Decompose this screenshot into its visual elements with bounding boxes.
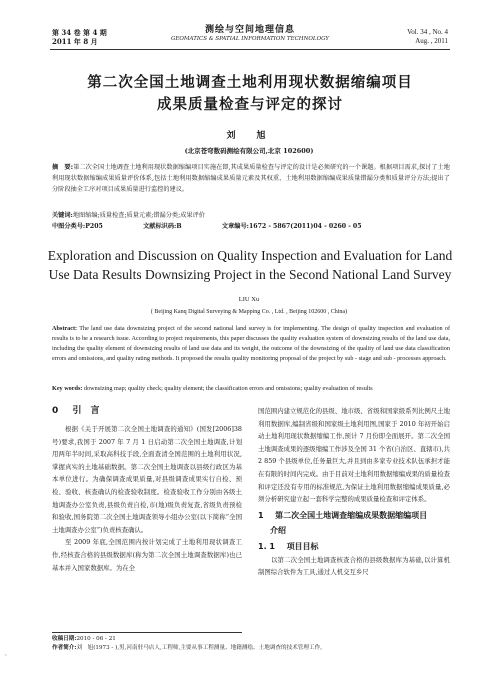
- footnote: [52, 635, 450, 653]
- section-1-number: 1: [258, 510, 264, 520]
- author-bio-label: 作者简介:: [52, 645, 77, 651]
- keywords-cn-label: 关键词:: [52, 212, 73, 219]
- author-bio: [52, 644, 450, 653]
- intro-paragraph-1: 根据《关于开展第二次全国土地调查的通知》(国发[2006]38 号)要求,我国于 2007 年 7 月 1 日启动第二次全国土地调查,计划用两年半时间,采取高科技手段,全面查清全国范围的土地利用状况,掌握真实的土地基础数据。第二次全国土地调查以县级行政区为基本单位进行。为确保调查成果质量,对县级调查成果实行自检、预检、验收、核查确认的检查验收制度。检查验收工作分别由各级土地调查办公室负责,县级负责自检,市(地)级负责复查,省级负责预检和验收,国务院第二次全国土地调查领导小组办公室(以下简称“全国土地调查办公室”)负责核查确认。: [52, 425, 242, 534]
- abstract-cn-text: 第二次全国土地调查土地利用现状数据缩编项目实施在即,其成果质量检查与评定的设计是必须研究的一个课题。根据项目需求,探讨了土地利用现状数据缩编成果质量评价体系,包括土地利用数据缩编成果质量元素及其权重、土地利用数据缩编成果质量错漏分类和质量评分方法;提出了分阶段抽全工序对项目成果质量进行监控的建议。: [52, 164, 450, 193]
- keywords-en-text: downsizing map; quality check; quality element; the classification errors and omissions; quality evaluation of results: [83, 385, 373, 392]
- issue-number: 第 34 卷 第 4 期: [52, 28, 107, 37]
- doc-code-label: 文献标识码:: [143, 223, 177, 230]
- journal-name-cn: 测绘与空间地理信息: [204, 25, 295, 35]
- section-0-title: 引 言: [72, 406, 100, 416]
- issue-date: 2011 年 8 月: [52, 37, 98, 46]
- right-column-body-2: [258, 554, 450, 579]
- abstract-cn: [52, 162, 450, 195]
- title-cn-line1: 第二次全国土地调查土地利用现状数据缩编项目: [87, 75, 413, 91]
- title-en-line1: Exploration and Discussion on Quality Inspection and Evaluation for Land: [47, 248, 453, 263]
- title-cn-line2: 成果质量检查与评定的探讨: [157, 97, 343, 113]
- footnote-rule: [52, 632, 242, 633]
- article-number-value: 1672 - 5867(2011)04 - 0260 - 05: [248, 223, 362, 230]
- author-bio-text: 刘 旭(1973 - ),男,河南驻马店人,工程师,主要从事工程测量、地籍测绘、土地调查的技术管理工作。: [76, 645, 326, 651]
- author-cn: 刘 旭: [226, 131, 272, 141]
- volume-info: [407, 28, 448, 46]
- section-0-number: 0: [52, 406, 59, 416]
- article-number-label: 文章编号:: [221, 223, 249, 230]
- section-1-1-heading: [258, 540, 450, 554]
- classification-cn: [52, 222, 450, 232]
- project-goal-paragraph: 以第二次全国土地调查核查合格的县级数据库为基础,以计算机制图综合软件为工具,通过人机交互乡尺: [258, 555, 450, 577]
- affiliation-en: ( Beijing Kanq Digital Surveying & Mapping Co. , Ltd. , Beijing 102600 , China): [150, 309, 348, 315]
- right-column: [258, 405, 450, 579]
- section-0-heading: [52, 401, 242, 421]
- paper-title-cn: [40, 72, 460, 116]
- keywords-en-label: Key words:: [52, 385, 83, 392]
- abstract-en-text: The land use data downsizing project of the second national land survey is for implementing. The design of quality inspection and evaluation of results is to be a research issue. According to project requirements, this paper discusses the quality evaluation system of downsizing results of the land use data, including the quality element of downsizing results of land use data and its weight, the outcome of the downsizing of the quality of land use data classification errors and omissions, and quality rating methods. It proposed the results quality monitoring proposal of the project by sub - stage and sub - processes approach.: [52, 325, 451, 362]
- right-column-body: [258, 405, 450, 506]
- received-label: 收稿日期:: [52, 636, 77, 642]
- scan-mark-icon: ◦: [4, 652, 8, 659]
- journal-name-en: GEOMATICS & SPATIAL INFORMATION TECHNOLOGY: [170, 36, 330, 42]
- title-en-line2: Use Data Results Downsizing Project in the Second National Land Survey: [48, 267, 452, 282]
- section-1-1-number: 1. 1: [258, 541, 275, 551]
- header-rule: [50, 49, 450, 50]
- keywords-en: [52, 384, 450, 394]
- keywords-cn: [52, 211, 450, 221]
- affiliation-cn: (北京苍穹数码测绘有限公司,北京 102600): [184, 147, 314, 155]
- doc-code-value: B: [176, 223, 182, 230]
- issue-info: [52, 28, 107, 46]
- received-value: 2010 - 06 - 21: [76, 636, 116, 642]
- author-en: LIU Xu: [238, 296, 260, 303]
- section-1-title-line1: 第二次全国土地调查缩编成果数据缩编项目: [275, 510, 428, 520]
- left-column: [52, 401, 242, 574]
- clc-value: P205: [85, 223, 103, 230]
- section-1-heading: [258, 508, 450, 538]
- left-column-body: [52, 423, 242, 574]
- abstract-en-label: Abstract:: [52, 325, 78, 332]
- intro-paragraph-2: 至 2009 年底,全国范围内按计划完成了土地利用现状调查工作,经核查合格的县级数据库(称为第二次全国土地调查数据库)也已基本并入国家数据库。为在全: [52, 538, 242, 572]
- abstract-en: [52, 324, 450, 364]
- received-date: [52, 635, 450, 644]
- volume-number: Vol. 34 , No. 4: [407, 28, 448, 36]
- section-1-1-title: 项目目标: [286, 541, 319, 551]
- section-1-title-line2: 介绍: [270, 525, 286, 535]
- volume-date: Aug. , 2011: [415, 37, 448, 45]
- journal-name: [140, 26, 360, 44]
- paper-title-en: [40, 246, 460, 284]
- intro-paragraph-3: 国范围内建立规范化的县级、地市级、省级和国家级系列比例尺土地利用数据库,编制省级和国家级土地利用图,国家于 2010 年初开始启动土地利用现状数据缩编工作,预计 7 月份即全面展开。第二次全国土地调查成果的逐级缩编工作涉及全国 31 个省(自治区、直辖市),共 2 859 个县级单位,任务量巨大,并且到由多家专业技术队伍承担才能在有限的时间内完成。由于目前对土地利用数据缩编成果的质量检查和评定还没有专用的标准规范,为保证土地利用数据缩编成果质量,必须分析研究建立起一套科学完整的成果质量检查和评定体系。: [258, 407, 450, 504]
- clc-label: 中图分类号:: [52, 223, 86, 230]
- keywords-cn-text: 地图缩编;质量检查;质量元素;错漏分类;成果评价: [72, 212, 205, 219]
- abstract-cn-label: 摘 要:: [52, 164, 74, 171]
